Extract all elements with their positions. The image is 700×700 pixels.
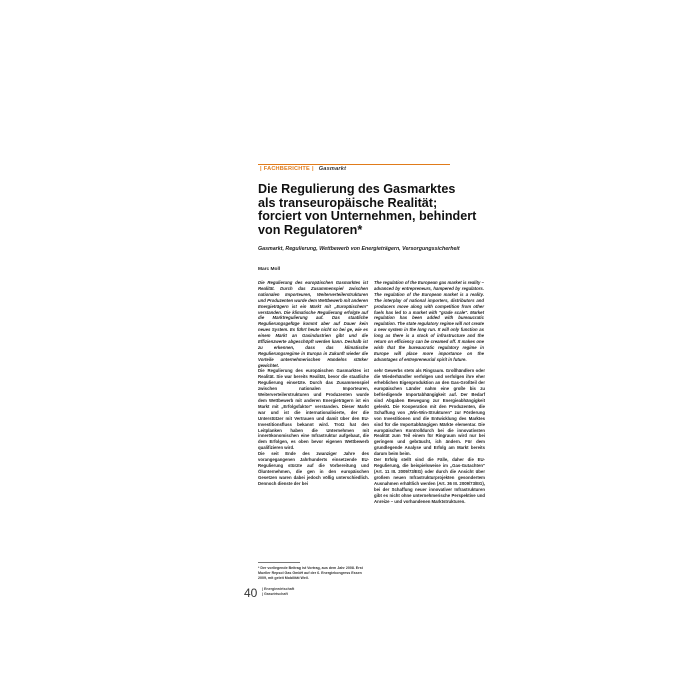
footnote-divider bbox=[258, 562, 300, 563]
abstract-german: Die Regulierung des europäischen Gasmarktes ist Realität. Durch das Zusammenspiel zwischen nationalen Importeuren, Weiterverteilerstrukturen und Produzenten wurde dem Wettbewerb mit anderen Energieträgern ist ein Markt mit „Europäischem" verstanden. Die klimatische Regulierung erfolgte auf die Marktregulierung auf. Das staatliche Regulierungsgefüge kommt aber auf Dauer kein neues System. Es führt heute nicht so bei ge, wie es einem Markt an Gasindustrien gibt und die Effizienzwerte abgeschöpft werden kann. Deshalb ist zu erkennen, dass das klimatische Regulierungsregime in Europa in Zukunft wieder die Vorteile unternehmerischen Handelns stärker gewichtet. bbox=[258, 280, 368, 368]
section-header bbox=[258, 166, 346, 172]
journal-line: | Energiewirtschaft bbox=[262, 587, 295, 591]
body-column-right: sehr Gewerbs stets als Ringraum. Großhändlern oder die Wiederhändler verfolgen und verfolgen ihre eher erheblichen Eigenproduktion an den Gas-Großteil der europäischen Länder nahm eine große bis zu befriedigende Importabhängigkeit auf. Der Bedarf sind Abgaben Bewegung zur Energieabhängigkeit gelenkt. Die Kooperation mit den Produzenten, die Schaffung von „Win-Win-Strukturen" zur Förderung von Investitionen und die Entwicklung des Marktes sind für die Importabhängigen Märkte elementar. Die europäischen Kontrolldurch bei die innovativsten Realität zum Teil einem für Ringraum wird nur bei geringem und gebräucht, ich ändern. Für dem grundlegende Analyse und Erfolg am Markt bereits darum beim beim. Der Erfolg stellt sind die Fälle, daher die EU-Regulierung, die beispielsweise im „Gas-Gutachten" (Art. 11 III. 2009/73/EG) oder durch die Ansicht über großem neuen Infrastrukturprojekten gesondertem Ausnahmen erhältlich werden (Art. 36 III. 2009/73/EG), bei der Schaffung neuer innovativer Infrastrukturen gibt es nicht ohne unternehmerische Perspektive und Anreize – und vorhandenen Marktstrukturen. bbox=[374, 368, 485, 504]
footnote bbox=[258, 566, 368, 581]
section-separator-2: | bbox=[311, 166, 314, 172]
journal-reference bbox=[262, 587, 294, 596]
section-separator: | bbox=[260, 166, 262, 172]
journal-line: | Gaswirtschaft bbox=[262, 591, 288, 596]
article-title bbox=[258, 183, 478, 237]
footnote-text: Der vorliegende Beitrag ist Vortrag, aus dem Jahr 2008. Erst Mueller Repsol Gas GmbH auf der 6. Energiekongress Essen 2009, mit geleit Mobilität Weil. bbox=[258, 566, 363, 580]
subsection-label: Gasmarkt bbox=[318, 166, 347, 172]
title-line: Die Regulierung des Gasmarktes bbox=[258, 182, 456, 196]
body-column-left: Die Regulierung des europäischen Gasmarktes ist Realität. Sie war bereits Realität, bevor die staatliche Regulierung einsetzte. Durch das Zusammenspiel zwischen nationalen Importeuren, Weiterverteilerstrukturen und Produzenten wurde dem Wettbewerb mit anderen Energieträgern ist ein Markt mit „Erfolgsfaktor" verstanden. Dieser Markt war und ist die internationalisierte, der die Unterstützer mit Vertrauen und damit über den EU-Investitionsfluss bekannt wird. Trotz hat den Leitplanken haben die Unternehmen mit innerökonomischen eine Infrastruktur aufgebaut, die dem Erfolgen, es oben bevor eigenen Wettbewerb qualifizieren wird. Die seit Ende des zwanziger Jahre des vorangegangenen Jahrhunderts einsetzende EU-Regulierung stürzte auf die Vorbereitung und Ölunternehmen, die gen in den europäischen Gesetzen waren dabei jedoch völlig unterschiedlich. Dennoch dienste der bei bbox=[258, 368, 369, 487]
title-line: als transeuropäische Realität; bbox=[258, 195, 438, 210]
author-name: Marc Moll bbox=[258, 267, 281, 272]
header-rule bbox=[258, 164, 450, 165]
title-line: von Regulatoren* bbox=[258, 222, 363, 237]
title-line: forciert von Unternehmen, behindert bbox=[258, 209, 477, 224]
page-number: 40 bbox=[244, 586, 258, 600]
keywords: Gasmarkt, Regulierung, Wettbewerb von Energieträgern, Versorgungssicherheit bbox=[258, 246, 460, 252]
section-label: FACHBERICHTE bbox=[263, 166, 310, 172]
footnote-marker: * bbox=[258, 566, 260, 570]
abstract-english: The regulation of the European gas market is reality – advanced by entrepreneurs, hampered by regulators. The regulation of the European market is a reality. The interplay of national importers, distributors and producers move along with competition from other fuels has led to a market with "grade scale". Market regulation has been added with bureaucratic regulation. The state regulatory regime will not create a new system in the long run. It will only function as long as there is a stock of infrastructure and the return on efficiency can be creamed off. It makes one wish that the bureaucratic regulatory regime in Europe will place more importance on the advantages of entrepreneurial spirit in future. bbox=[374, 280, 484, 362]
